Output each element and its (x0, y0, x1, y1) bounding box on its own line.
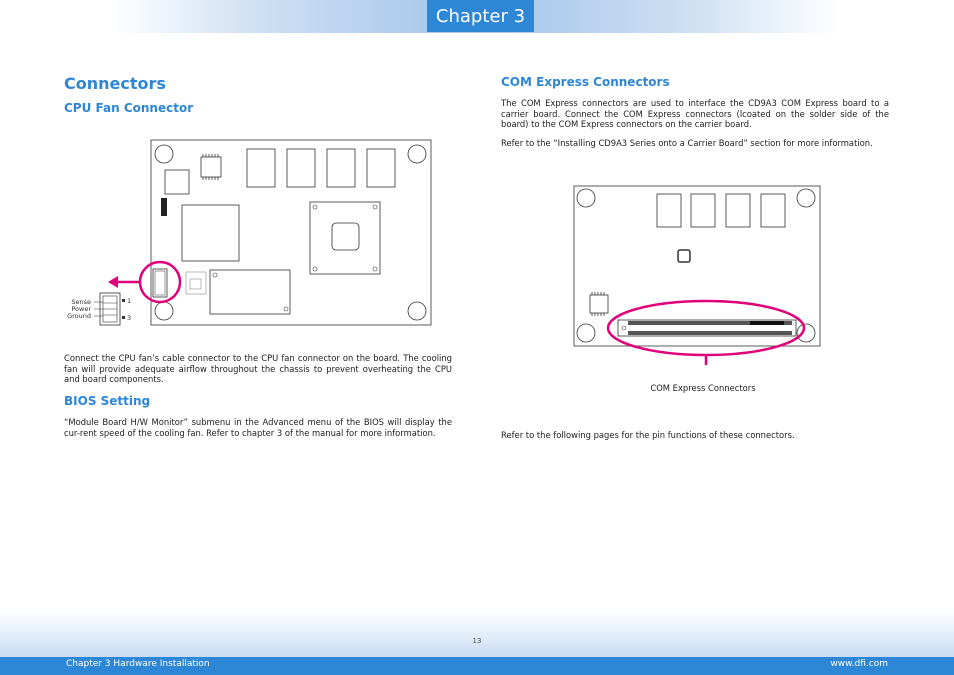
pin-label-power: Power (71, 305, 91, 313)
chapter-tab: Chapter 3 (427, 0, 534, 32)
com-express-para-2: Refer to the “Installing CD9A3 Series onto a Carrier Board” section for more information. (501, 138, 873, 148)
cpu-fan-board-diagram (60, 135, 440, 335)
bios-setting-description: “Module Board H/W Monitor” submenu in the Advanced menu of the BIOS will display the cur-rent speed of the cooling fan. Refer to chapter 3 of the manual for more information. (64, 417, 452, 438)
cpu-fan-description: Connect the CPU fan’s cable connector to the CPU fan connector on the board. The cooling fan will provide adequate airflow throughout the chassis to prevent overheating the CPU and board components. (64, 353, 452, 384)
cpu-fan-title: CPU Fan Connector (64, 101, 194, 115)
com-express-board-diagram (570, 180, 830, 365)
footer-chapter-text: Chapter 3 Hardware Installation (66, 659, 210, 669)
section-title: Connectors (64, 74, 166, 93)
pin-label-sense: Sense (71, 298, 91, 306)
footer-website-link[interactable]: www.dfi.com (830, 659, 888, 669)
pin-number-3: 3 (127, 314, 132, 322)
com-express-caption: COM Express Connectors (650, 383, 756, 393)
pin-number-1: 1 (127, 297, 132, 305)
footer-gradient (0, 610, 954, 657)
pin-label-ground: Ground (67, 312, 91, 320)
com-express-para-3: Refer to the following pages for the pin functions of these connectors. (501, 430, 795, 440)
page-number: 13 (472, 637, 482, 645)
com-express-para-1: The COM Express connectors are used to interface the CD9A3 COM Express board to a carrier board. Connect the COM Express connectors (lcoated on the solder side of the board) to the COM Express connectors on the carrier board. (501, 98, 889, 129)
bios-setting-title: BIOS Setting (64, 394, 151, 408)
com-express-title: COM Express Connectors (501, 75, 670, 89)
